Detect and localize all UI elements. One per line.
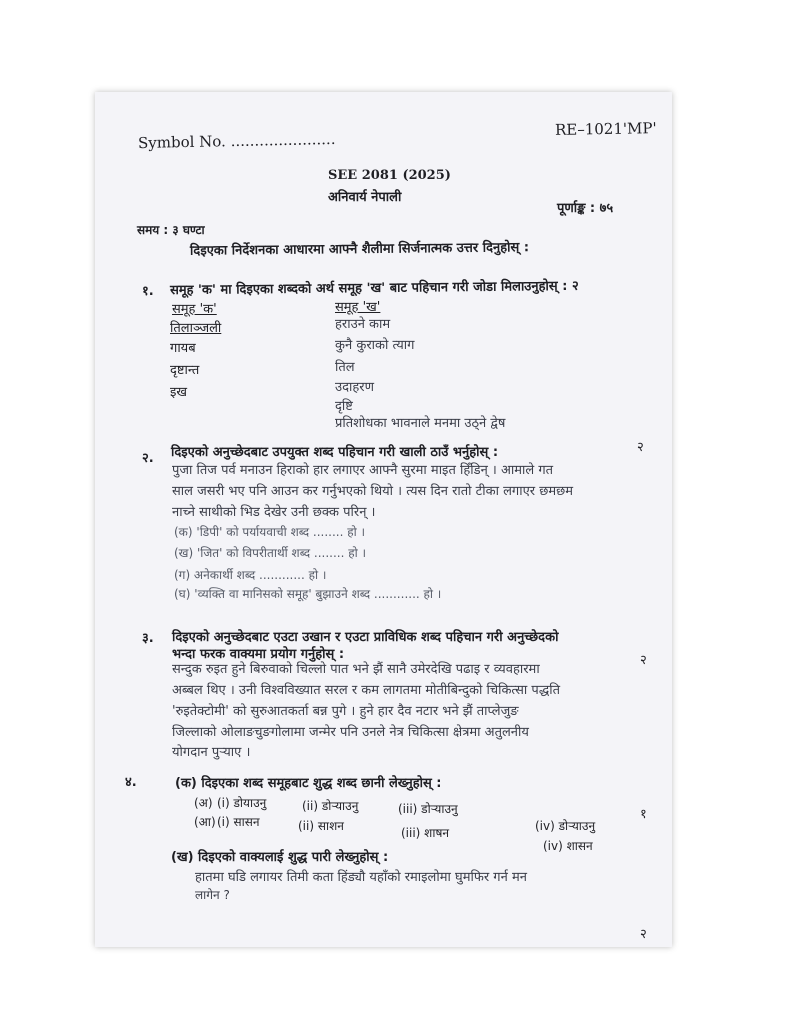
general-instruction: दिइएका निर्देशनका आधारमा आफ्नै शैलीमा सिर्जनात्मक उत्तर दिनुहोस् : — [189, 240, 530, 259]
option: (ii) साशन — [298, 819, 344, 833]
question-text: दिइएको अनुच्छेदबाट उपयुक्त शब्द पहिचान गरी खाली ठाउँ भर्नुहोस् : — [171, 445, 499, 460]
passage-line: 'रुइतेक्टोमी' को सुरुआतकर्ता बन्न पुगे । हुने हार दैव नटार भने झैं ताप्लेजुङ — [172, 704, 519, 719]
question-marks: २ — [637, 440, 644, 455]
group-b-item: तिल — [335, 360, 355, 375]
paper-code: RE–1021'MP' — [554, 119, 657, 139]
symbol-number: Symbol No. ...................... — [137, 129, 336, 153]
group-a-item: तिलाञ्जली — [170, 321, 222, 336]
option: (ii) डोऱ्याउनु — [302, 799, 359, 813]
group-b-item: दृष्टि — [335, 399, 353, 414]
question-marks: २ — [640, 653, 647, 668]
passage-line: योगदान पुऱ्याए । — [172, 745, 251, 760]
question-number: ४. — [125, 775, 137, 790]
group-b-item: प्रतिशोधका भावनाले मनमा उठ्ने द्वेष — [335, 416, 506, 431]
group-a-item: गायब — [170, 341, 196, 356]
question-number: १. — [142, 284, 154, 299]
passage-line: सन्दुक रुइत हुने बिरुवाको चिल्लो पात भने झैं सानै उमेरदेखि पढाइ र व्यवहारमा — [172, 662, 540, 677]
option-row-label: (अ) — [194, 796, 213, 810]
fill-blank-item: (ग) अनेकार्थी शब्द ............ हो । — [174, 568, 327, 582]
question-number: २. — [142, 451, 154, 466]
group-b-item: हराउने काम — [335, 317, 391, 332]
group-b-item: उदाहरण — [335, 380, 375, 395]
option: (i) सासन — [217, 815, 260, 829]
question-marks: २ — [640, 927, 647, 942]
passage-line: जिल्लाको ओलाङचुङगोलामा जन्मेर पनि उनले नेत्र चिकित्सा क्षेत्रमा अतुलनीय — [172, 725, 529, 740]
fill-blank-item: (घ) 'व्यक्ति वा मानिसको समूह' बुझाउने शब्द ............ हो । — [174, 587, 442, 601]
question-text: (ख) दिइएको वाक्यलाई शुद्ध पारी लेख्नुहोस् : — [171, 850, 389, 865]
subject-title: अनिवार्य नेपाली — [328, 190, 402, 205]
option-row-label: (आ) — [194, 815, 216, 829]
fill-blank-item: (क) 'डिपी' को पर्यायवाची शब्द ........ हो । — [174, 525, 366, 539]
option: (iv) शासन — [543, 839, 593, 853]
question-text: (क) दिइएका शब्द समूहबाट शुद्ध शब्द छानी लेख्नुहोस् : — [175, 776, 442, 791]
group-b-header: समूह 'ख' — [335, 300, 381, 315]
question-text: दिइएको अनुच्छेदबाट एउटा उखान र एउटा प्राविधिक शब्द पहिचान गरी अनुच्छेदको — [172, 630, 559, 645]
option: (iv) डोऱ्याउनु — [535, 819, 596, 833]
question-marks: १ — [640, 807, 647, 822]
fill-blank-item: (ख) 'जित' को विपरीतार्थी शब्द ........ हो । — [174, 546, 367, 560]
group-b-item: कुनै कुराको त्याग — [335, 338, 415, 353]
group-a-item: दृष्टान्त — [170, 363, 200, 378]
option: (iii) शाषन — [401, 826, 450, 840]
question-text: भन्दा फरक वाक्यमा प्रयोग गर्नुहोस् : — [172, 647, 345, 662]
full-marks: पूर्णाङ्क : ७५ — [557, 201, 614, 216]
group-a-header: समूह 'क' — [172, 302, 217, 317]
passage-line: पुजा तिज पर्व मनाउन हिराको हार लगाएर आफ्नै सुरमा माइत हिँडिन् । आमाले गत — [172, 463, 554, 478]
passage-line: अब्बल थिए । उनी विश्वविख्यात सरल र कम लागतमा मोतीबिन्दुको चिकित्सा पद्धति — [172, 683, 560, 698]
sentence-line: लागेन ? — [195, 888, 230, 902]
question-text: समूह 'क' मा दिइएका शब्दको अर्थ समूह 'ख' बाट पहिचान गरी जोडा मिलाउनुहोस् : २ — [169, 278, 579, 299]
passage-line: नाच्ने साथीको भिड देखेर उनी छक्क परिन् । — [172, 505, 376, 520]
question-number: ३. — [142, 631, 154, 646]
exam-paper — [95, 92, 672, 947]
time-limit: समय : ३ घण्टा — [137, 223, 205, 237]
option: (i) डोयाउनु — [217, 796, 267, 810]
exam-title: SEE 2081 (2025) — [328, 168, 451, 183]
option: (iii) डोर्‍याउनु — [398, 802, 458, 816]
passage-line: साल जसरी भए पनि आउन कर गर्नुभएको थियो । त्यस दिन रातो टीका लगाएर छमछम — [172, 484, 573, 499]
sentence-line: हातमा घडि लगायर तिमी कता हिंड्यौ यहाँको रमाइलोमा घुमफिर गर्न मन — [195, 870, 527, 885]
group-a-item: इख — [170, 385, 188, 400]
